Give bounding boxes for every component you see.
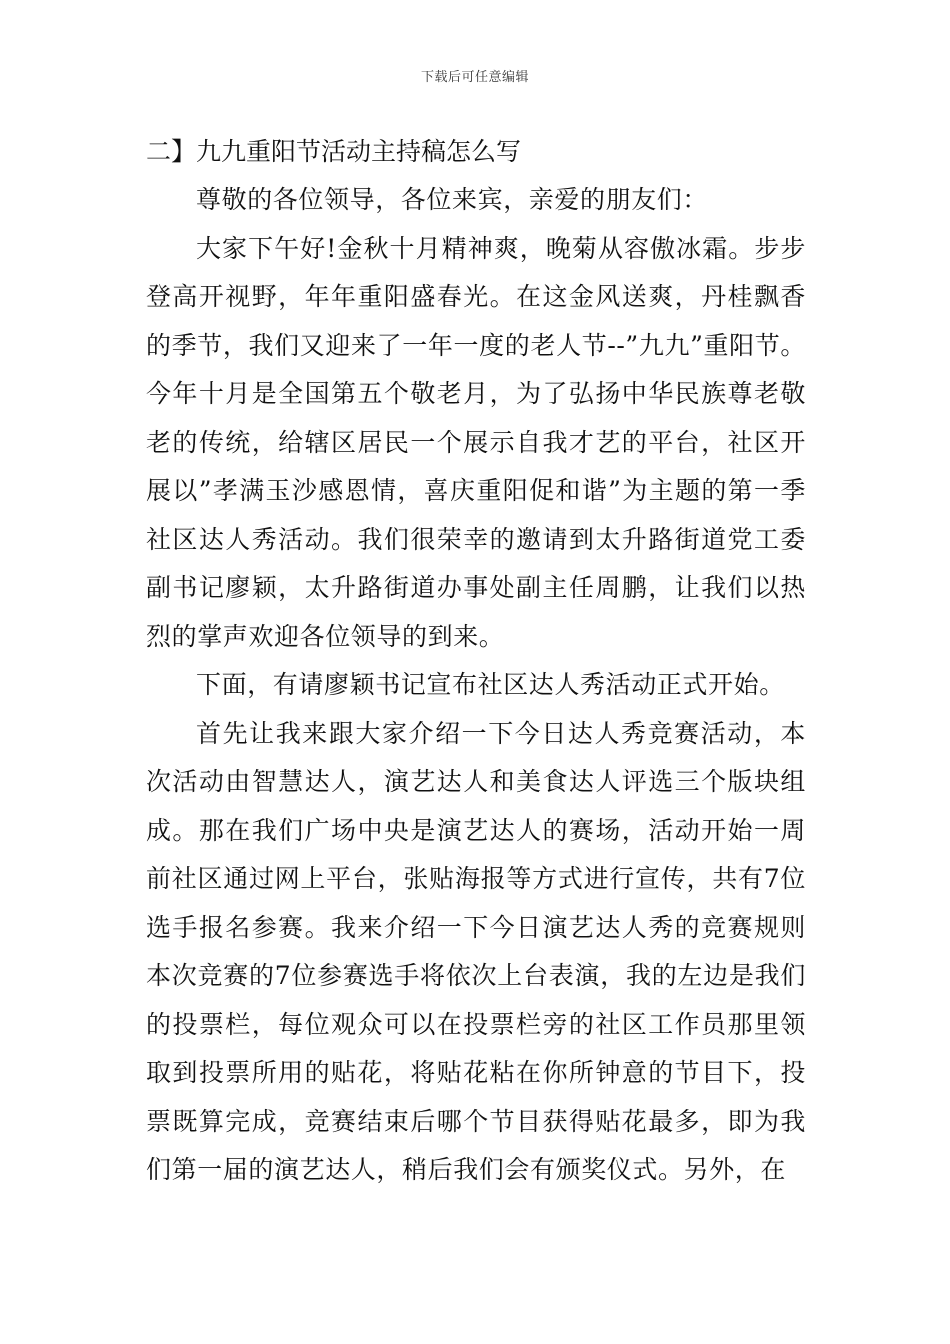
paragraph-greeting: 尊敬的各位领导，各位来宾，亲爱的朋友们： <box>196 185 709 214</box>
paragraph-rules: 首先让我来跟大家介绍一下今日达人秀竞赛活动，本次活动由智慧达人，演艺达人和美食达人评选三个版块组成。那在我们广场中央是演艺达人的赛场，活动开始一周前社区通过网上平台，张贴海报等方式进行宣传，共有7位选手报名参赛。我来介绍一下今日演艺达人秀的竞赛规则本次竞赛的7位参赛选手将依次上台表演，我的左边是我们的投票栏，每位观众可以在投票栏旁的社区工作员那里领取到投票所用的贴花，将贴花粘在你所钟意的节目下，投票既算完成，竞赛结束后哪个节目获得贴花最多，即为我们第一届的演艺达人，稍后我们会有颁奖仪式。另外，在 <box>146 718 806 1184</box>
section-heading: 二】九九重阳节活动主持稿怎么写 <box>146 137 522 166</box>
paragraph-opening: 大家下午好!金秋十月精神爽，晚菊从容傲冰霜。步步登高开视野，年年重阳盛春光。在这金风送爽，丹桂飘香的季节，我们又迎来了一年一度的老人节--”九九”重阳节。今年十月是全国第五个敬老月，为了弘扬中华民族尊老敬老的传统，给辖区居民一个展示自我才艺的平台，社区开展以”孝满玉沙感恩情，喜庆重阳促和谐”为主题的第一季社区达人秀活动。我们很荣幸的邀请到太升路街道党工委副书记廖颖，太升路街道办事处副主任周鹏，让我们以热烈的掌声欢迎各位领导的到来。 <box>146 233 806 651</box>
document-body <box>146 128 806 1195</box>
page-header-note: 下载后可任意编辑 <box>420 70 529 85</box>
paragraph-announcement: 下面，有请廖颖书记宣布社区达人秀活动正式开始。 <box>196 670 785 699</box>
